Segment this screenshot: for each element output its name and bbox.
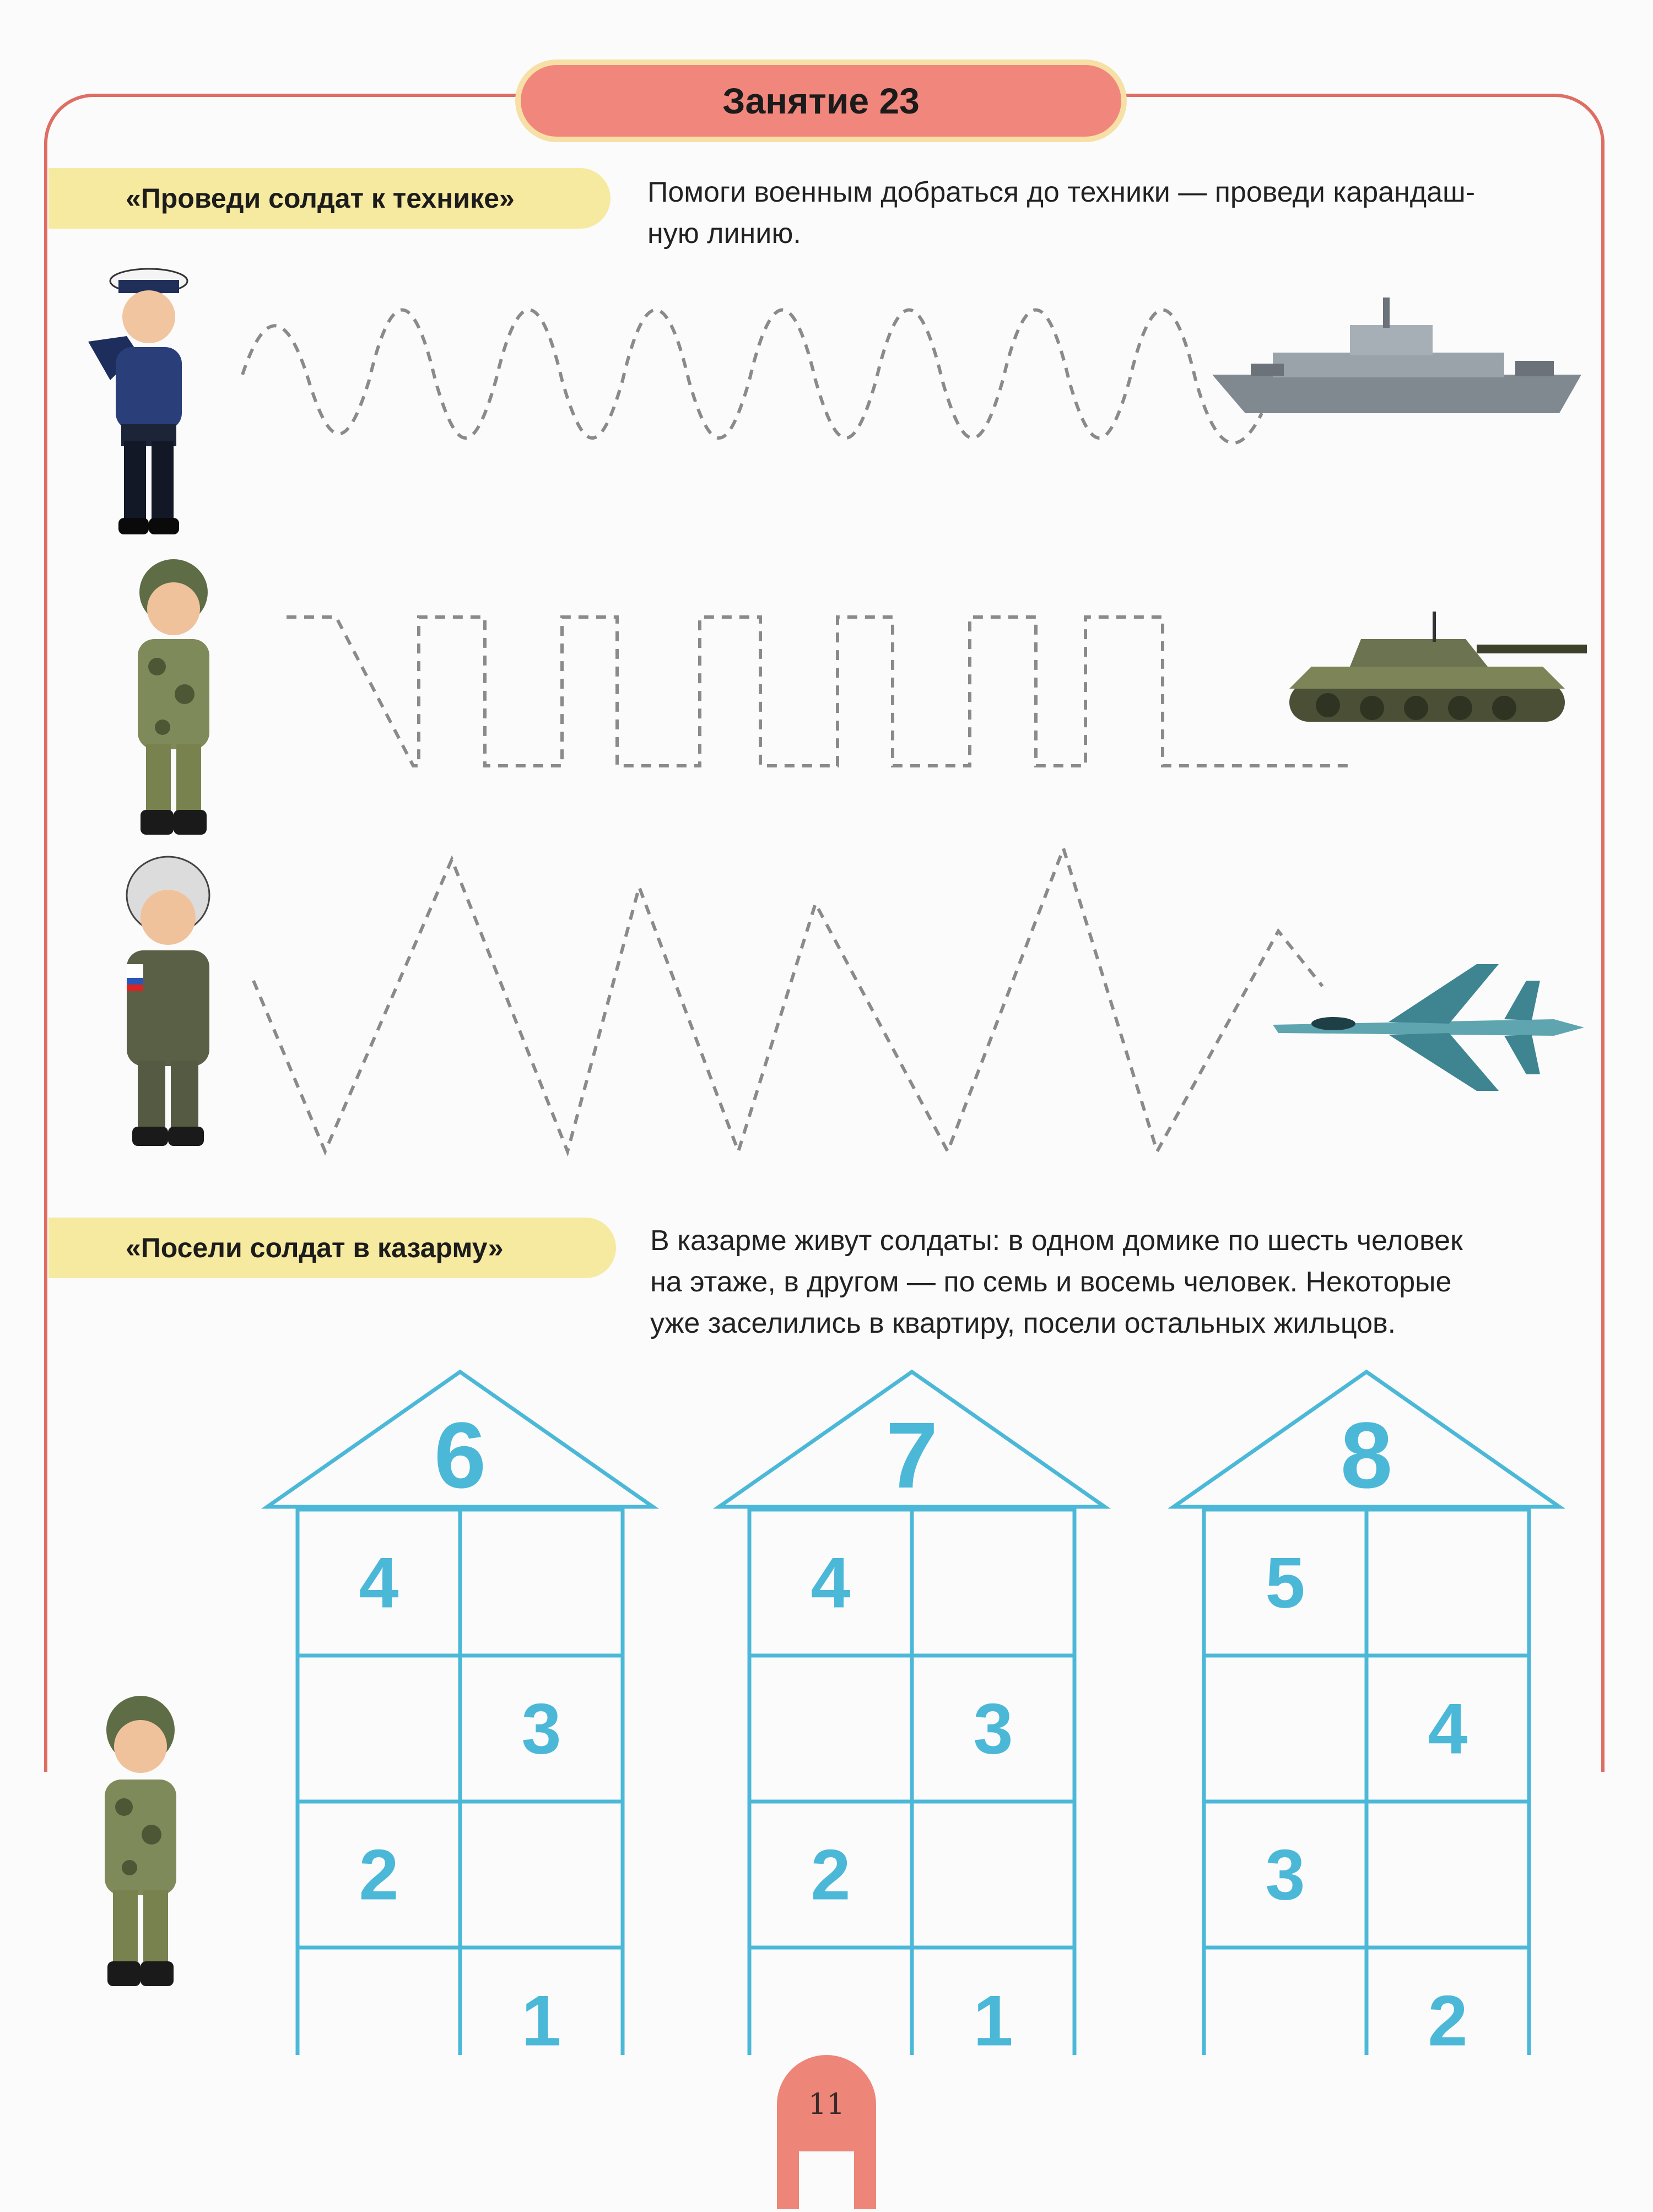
apartment-cell-number: 1 bbox=[521, 1980, 561, 2055]
fighter-jet-image bbox=[1267, 959, 1587, 1102]
house-roof-number: 7 bbox=[885, 1403, 938, 1508]
tank-image bbox=[1267, 606, 1587, 749]
pilot-figure bbox=[105, 854, 231, 1151]
sailor-figure bbox=[72, 259, 226, 545]
barracks-houses bbox=[0, 1361, 1653, 2055]
house-roof-number: 6 bbox=[434, 1403, 487, 1508]
apartment-cell-number: 4 bbox=[811, 1542, 851, 1623]
instruction-line: на этаже, в другом — по семь и восемь человек. Некоторые bbox=[650, 1266, 1452, 1298]
trace-path-wave bbox=[231, 275, 1273, 485]
house bbox=[719, 1372, 1105, 2055]
section-1-instruction bbox=[647, 172, 1617, 255]
section-label-1: «Проведи солдат к технике» bbox=[48, 168, 611, 229]
trace-path-square bbox=[276, 612, 1378, 777]
apartment-cell-number: 5 bbox=[1265, 1542, 1305, 1623]
apartment-cell-number: 3 bbox=[1265, 1834, 1305, 1915]
house bbox=[267, 1372, 653, 2055]
apartment-cell-number: 2 bbox=[1428, 1980, 1468, 2055]
section-label-2: «Посели солдат в казарму» bbox=[48, 1218, 616, 1278]
apartment-cell-number: 2 bbox=[359, 1834, 399, 1915]
apartment-cell-number: 4 bbox=[1428, 1688, 1468, 1769]
section-2-instruction bbox=[650, 1220, 1620, 1344]
house bbox=[1174, 1372, 1559, 2055]
apartment-cell-number: 1 bbox=[973, 1980, 1013, 2055]
trace-path-zigzag bbox=[242, 843, 1333, 1173]
apartment-cell-number: 4 bbox=[359, 1542, 399, 1623]
apartment-cell-number: 2 bbox=[811, 1834, 851, 1915]
instruction-line: уже заселились в квартиру, посели остальных жильцов. bbox=[650, 1307, 1396, 1339]
instruction-line: Помоги военным добраться до техники — проведи карандаш- bbox=[647, 176, 1476, 208]
page-number: 11 bbox=[777, 2055, 876, 2209]
house-roof-number: 8 bbox=[1340, 1403, 1393, 1508]
apartment-cell-number: 3 bbox=[521, 1688, 561, 1769]
apartment-cell-number: 3 bbox=[973, 1688, 1013, 1769]
instruction-line: ную линию. bbox=[647, 218, 801, 250]
instruction-line: В казарме живут солдаты: в одном домике по шесть человек bbox=[650, 1225, 1463, 1257]
lesson-title: Занятие 23 bbox=[515, 60, 1127, 142]
warship-image bbox=[1207, 292, 1587, 419]
tank-crewman-figure bbox=[118, 556, 229, 843]
